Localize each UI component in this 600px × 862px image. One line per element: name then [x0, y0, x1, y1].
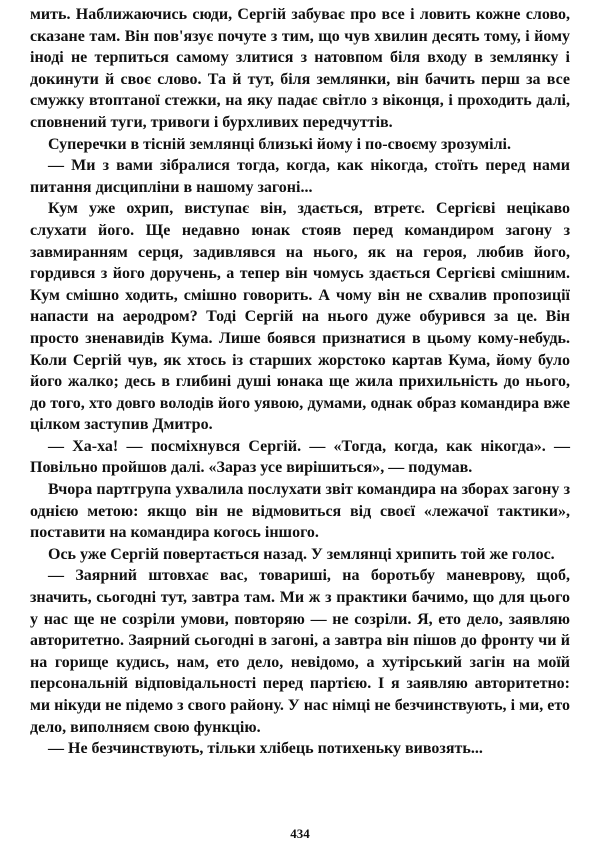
paragraph-6: Вчора партгрупа ухвалила послухати звіт командира на зборах загону з однією метою: якщо він не відмовиться від своєї «лежачої тактики», поставити на командира когось іншого. [30, 481, 570, 542]
paragraph-2: Суперечки в тісній землянці близькі йому і по-своєму зрозумілі. [48, 135, 511, 153]
paragraph-4: Кум уже охрип, виступає він, здається, втретє. Сергієві нецікаво слухати його. Ще недавно юнак стояв перед командиром загону з завмиранням серця, задивлявся на нього, як на героя, любив його, гордився з його доручень, а тепер він чомусь здається Сергієві смішним. Кум смішно ходить, смішно говорить. А чому він не схвалив пропозиції напасти на аеродром? Тоді Сергій на нього дуже обурився за це. Він просто зненавидів Кума. Лише боявся признатися в цьому кому-небудь. Коли Сергій чув, як хтось із старших жорстоко картав Кума, йому було його жалко; десь в глибині душі юнака ще жила прихильність до нього, до того, хто довго володів його уявою, думами, однак образ командира вже цілком заступив Дмитро. [30, 200, 570, 434]
paragraph-9: — Не безчинствують, тільки хлібець потихеньку вивозять... [48, 740, 483, 758]
page-number: 434 [290, 826, 310, 841]
paragraph-3: — Ми з вами зібралися тогда, когда, как нікогда, стоїть перед нами питання дисципліни в нашому загоні... [30, 157, 570, 196]
paragraph-7: Ось уже Сергій повертається назад. У землянці хрипить той же голос. [48, 545, 555, 563]
paragraph-1: мить. Наближаючись сюди, Сергій забуває про все і ловить кожне слово, сказане там. Він пов'язує почуте з тим, що чув хвилин десять тому, і йому іноді не терпиться самому злитися з натовпом біля входу в землянку і докинути й своє слово. Та й тут, біля землянки, він бачить перш за все смужку втоптаної стежки, на яку падає світло з віконця, і проходить далі, сповнений туги, тривоги і бурхливих передчуттів. [30, 6, 570, 131]
paragraph-5: — Ха-ха! — посміхнувся Сергій. — «Тогда, когда, как нікогда». — Повільно пройшов далі. «Зараз усе вирішиться», — подумав. [30, 437, 570, 477]
book-page [30, 4, 570, 858]
paragraph-8: — Заярний штовхає вас, товариші, на боротьбу маневрову, щоб, значить, сьогодні тут, завтра там. Ми ж з практики бачимо, що для цього у нас ще не созріли умови, повторяю — не созріли. Я, ето дело, заявляю авторитетно. Заярний сьогодні в загоні, а завтра він пішов до фронту чи й на горище кудись, нам, ето дело, невідомо, а хутірський загін на моїй персональній відповідальності перед партією. І я заявляю авторитетно: ми нікуди не підемо з свого району. У нас німці не безчинствують, і ми, ето дело, виполняєм свою функцію. [30, 567, 570, 736]
